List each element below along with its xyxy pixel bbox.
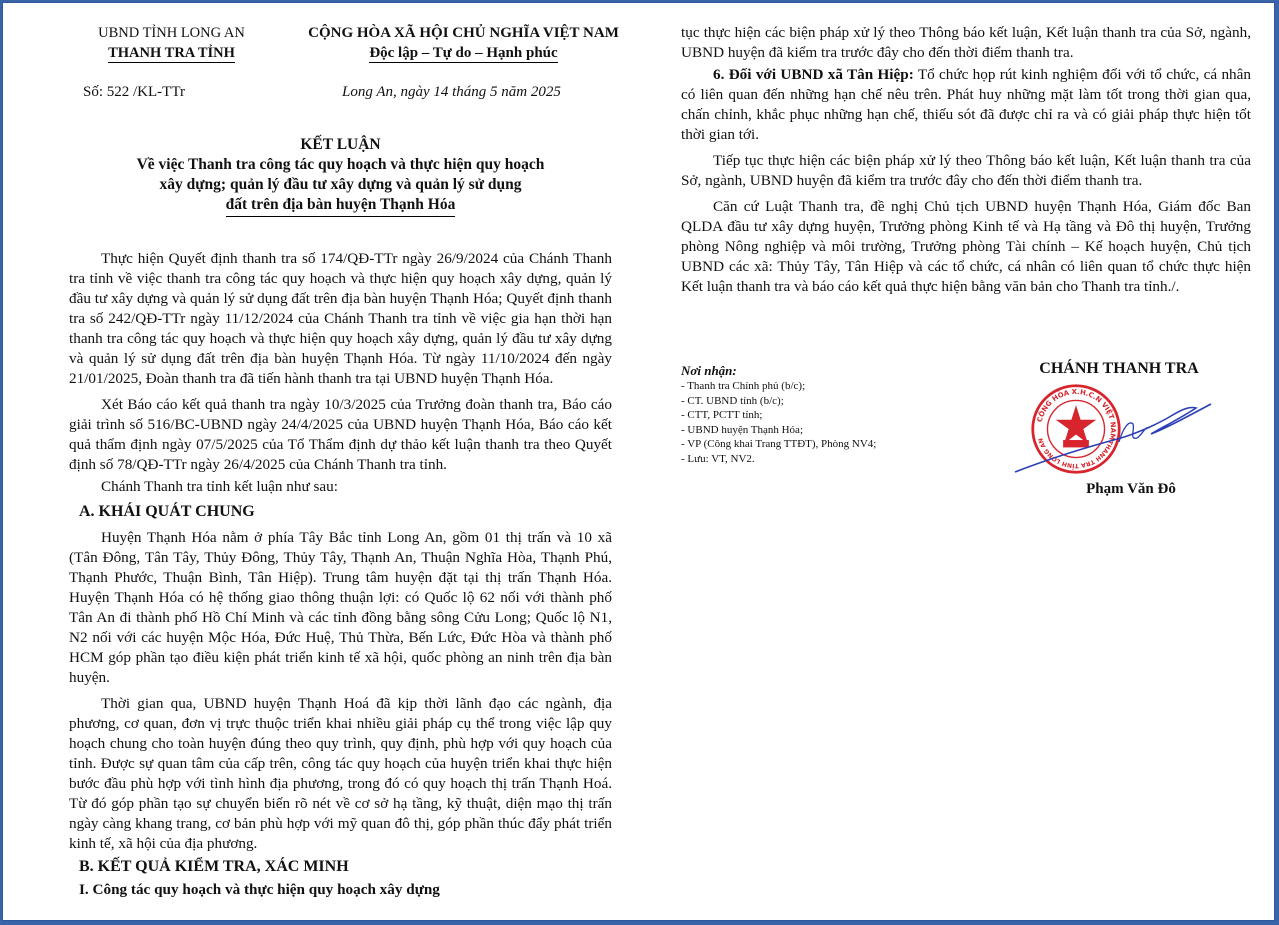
- issuing-agency: [69, 23, 274, 63]
- national-heading: [291, 23, 636, 63]
- section-i-heading: I. Công tác quy hoạch và thực hiện quy hoạch xây dựng: [79, 881, 440, 898]
- agency-name: THANH TRA TỈNH: [108, 45, 235, 61]
- recipients-block: [681, 363, 1011, 466]
- recipient-item: - CT. UBND tỉnh (b/c);: [681, 394, 784, 407]
- right-body: [681, 23, 1251, 297]
- title-line-3: đất trên địa bàn huyện Thạnh Hóa: [226, 195, 456, 217]
- paragraph-2: Xét Báo cáo kết quả thanh tra ngày 10/3/2025 của Trưởng đoàn thanh tra, Báo cáo giải trình số 516/BC-UBND ngày 24/4/2025 của UBND huyện Thạnh Hóa, Báo cáo kết quả thẩm định ngày 07/5/2025 của Tổ Thẩm định dự thảo kết luận thanh tra theo Quyết định số 78/QĐ-TTr ngày 26/4/2025 của Chánh Thanh tra tỉnh.: [69, 396, 612, 473]
- title-line-2: xây dựng; quản lý đầu tư xây dựng và quản lý sử dụng: [159, 176, 522, 193]
- left-body: [69, 249, 612, 900]
- signer-name: Phạm Văn Đô: [1086, 481, 1176, 497]
- document-date: Long An, ngày 14 tháng 5 năm 2025: [342, 84, 561, 100]
- document-page: [2, 2, 1275, 921]
- paragraph-1: Thực hiện Quyết định thanh tra số 174/QĐ-TTr ngày 26/9/2024 của Chánh Thanh tra tỉnh về việc thanh tra công tác quy hoạch và thực hiện quy hoạch xây dựng, quản lý đầu tư xây dựng và quản lý sử dụng đất trên địa bàn huyện Thạnh Hóa; Quyết định thanh tra số 242/QĐ-TTr ngày 11/12/2024 của Chánh Thanh tra tỉnh về việc gia hạn thời hạn thanh tra công tác quy hoạch và thực hiện quy hoạch xây dựng, quản lý đầu tư xây dựng và quản lý sử dụng đất trên địa bàn huyện Thạnh Hóa. Từ ngày 11/10/2024 đến ngày 21/01/2025, Đoàn thanh tra đã tiến hành thanh tra tại UBND huyện Thạnh Hóa.: [69, 250, 612, 387]
- handwritten-signature-icon: [1011, 398, 1221, 478]
- section-a-heading: A. KHÁI QUÁT CHUNG: [79, 503, 255, 520]
- seal-text: CÔNG HÒA X.H.C.N VIỆT NAM: [1035, 387, 1118, 442]
- recipient-item: - UBND huyện Thạnh Hóa;: [681, 423, 803, 436]
- paragraph-3: Chánh Thanh tra tỉnh kết luận như sau:: [101, 478, 338, 495]
- paragraph-item-6: [681, 65, 1251, 145]
- recipient-item: - VP (Công khai Trang TTĐT), Phòng NV4;: [681, 438, 877, 450]
- agency-parent: UBND TỈNH LONG AN: [98, 25, 245, 41]
- recipient-item: - Lưu: VT, NV2.: [681, 452, 755, 465]
- seal-text-bottom: THANH TRA TỈNH LONG AN: [1037, 437, 1114, 469]
- recipient-item: - CTT, PCTT tỉnh;: [681, 409, 763, 421]
- item-6-text: Tổ chức họp rút kinh nghiệm đối với tổ chức, cá nhân có liên quan đến những hạn chế nêu trên. Phát huy những mặt làm tốt trong thời gian qua, chấn chỉnh, khắc phục những hạn chế, thiếu sót đã được chỉ ra và có giải pháp thực hiện tốt thời gian tới.: [681, 66, 1251, 143]
- paragraph-request: Căn cứ Luật Thanh tra, đề nghị Chủ tịch UBND huyện Thạnh Hóa, Giám đốc Ban QLDA đầu tư xây dựng huyện, Trưởng phòng Kinh tế và Hạ tầng và Đô thị huyện, Trưởng phòng Nông nghiệp và môi trường, Trưởng phòng Tài chính – Kế hoạch huyện, Chủ tịch UBND các xã: Thủy Tây, Tân Hiệp và các tổ chức, cá nhân có liên quan tổ chức thực hiện Kết luận thanh tra và báo cáo kết quả thực hiện bằng văn bản cho Thanh tra tỉnh./.: [681, 198, 1251, 295]
- nation-name: CỘNG HÒA XÃ HỘI CHỦ NGHĨA VIỆT NAM: [308, 25, 619, 41]
- title-line-1: Về việc Thanh tra công tác quy hoạch và thực hiện quy hoạch: [136, 156, 545, 173]
- national-motto: Độc lập – Tự do – Hạnh phúc: [369, 45, 558, 61]
- document-title: [69, 135, 612, 217]
- title-main: KẾT LUẬN: [300, 136, 381, 153]
- recipient-item: - Thanh tra Chính phủ (b/c);: [681, 380, 806, 392]
- recipients-heading: Nơi nhận:: [681, 363, 737, 378]
- paragraph-continued: tục thực hiện các biện pháp xử lý theo Thông báo kết luận, Kết luận thanh tra của Sở, ngành, UBND huyện đã kiểm tra trước đây cho đến thời điểm thanh tra.: [681, 24, 1251, 61]
- document-number: Số: 522 /KL-TTr: [83, 84, 185, 100]
- paragraph-followup: Tiếp tục thực hiện các biện pháp xử lý theo Thông báo kết luận, Kết luận thanh tra của Sở, ngành, UBND huyện đã kiểm tra trước đây cho đến thời điểm thanh tra.: [681, 152, 1251, 189]
- paragraph-4: Huyện Thạnh Hóa nằm ở phía Tây Bắc tỉnh Long An, gồm 01 thị trấn và 10 xã (Tân Đông, Tân Tây, Thủy Đông, Thủy Tây, Thạnh An, Thuận Nghĩa Hòa, Thạnh Phú, Thạnh Phước, Thuận Bình, Tân Hiệp). Trung tâm huyện đặt tại thị trấn Thạnh Hóa. Huyện Thạnh Hóa có hệ thống giao thông thuận lợi: có Quốc lộ 62 nối với thành phố Tân An đi thành phố Hồ Chí Minh và các tỉnh đồng bằng sông Cửu Long; Quốc lộ N1, N2 nối với các huyện Mộc Hóa, Đức Huệ, Thủ Thừa, Bến Lức, Đức Hòa và thành phố HCM góp phần tạo điều kiện phát triển kinh tế xã hội, quốc phòng an ninh trên địa bàn huyện.: [69, 529, 612, 686]
- section-b-heading: B. KẾT QUẢ KIỂM TRA, XÁC MINH: [79, 858, 349, 875]
- signer-title: CHÁNH THANH TRA: [1039, 360, 1199, 377]
- item-6-lead: 6. Đối với UBND xã Tân Hiệp:: [713, 66, 914, 83]
- paragraph-5: Thời gian qua, UBND huyện Thạnh Hoá đã kịp thời lãnh đạo các ngành, địa phương, cơ quan, đơn vị trực thuộc triển khai nhiều giải pháp cụ thể trong việc lập quy hoạch chung cho toàn huyện đúng theo quy trình, quy định, phù hợp với quy hoạch của tỉnh. Được sự quan tâm của cấp trên, công tác quy hoạch của huyện triển khai thực hiện bước đầu phù hợp với tình hình địa phương, trong đó có quy hoạch thị trấn Thạnh Hoá. Từ đó góp phần tạo sự chuyển biến rõ nét về cơ sở hạ tầng, kỹ thuật, diện mạo thị trấn ngày càng khang trang, cơ bản phù hợp với mỹ quan đô thị, góp phần thúc đẩy phát triển kinh tế, xã hội của địa phương.: [69, 695, 612, 852]
